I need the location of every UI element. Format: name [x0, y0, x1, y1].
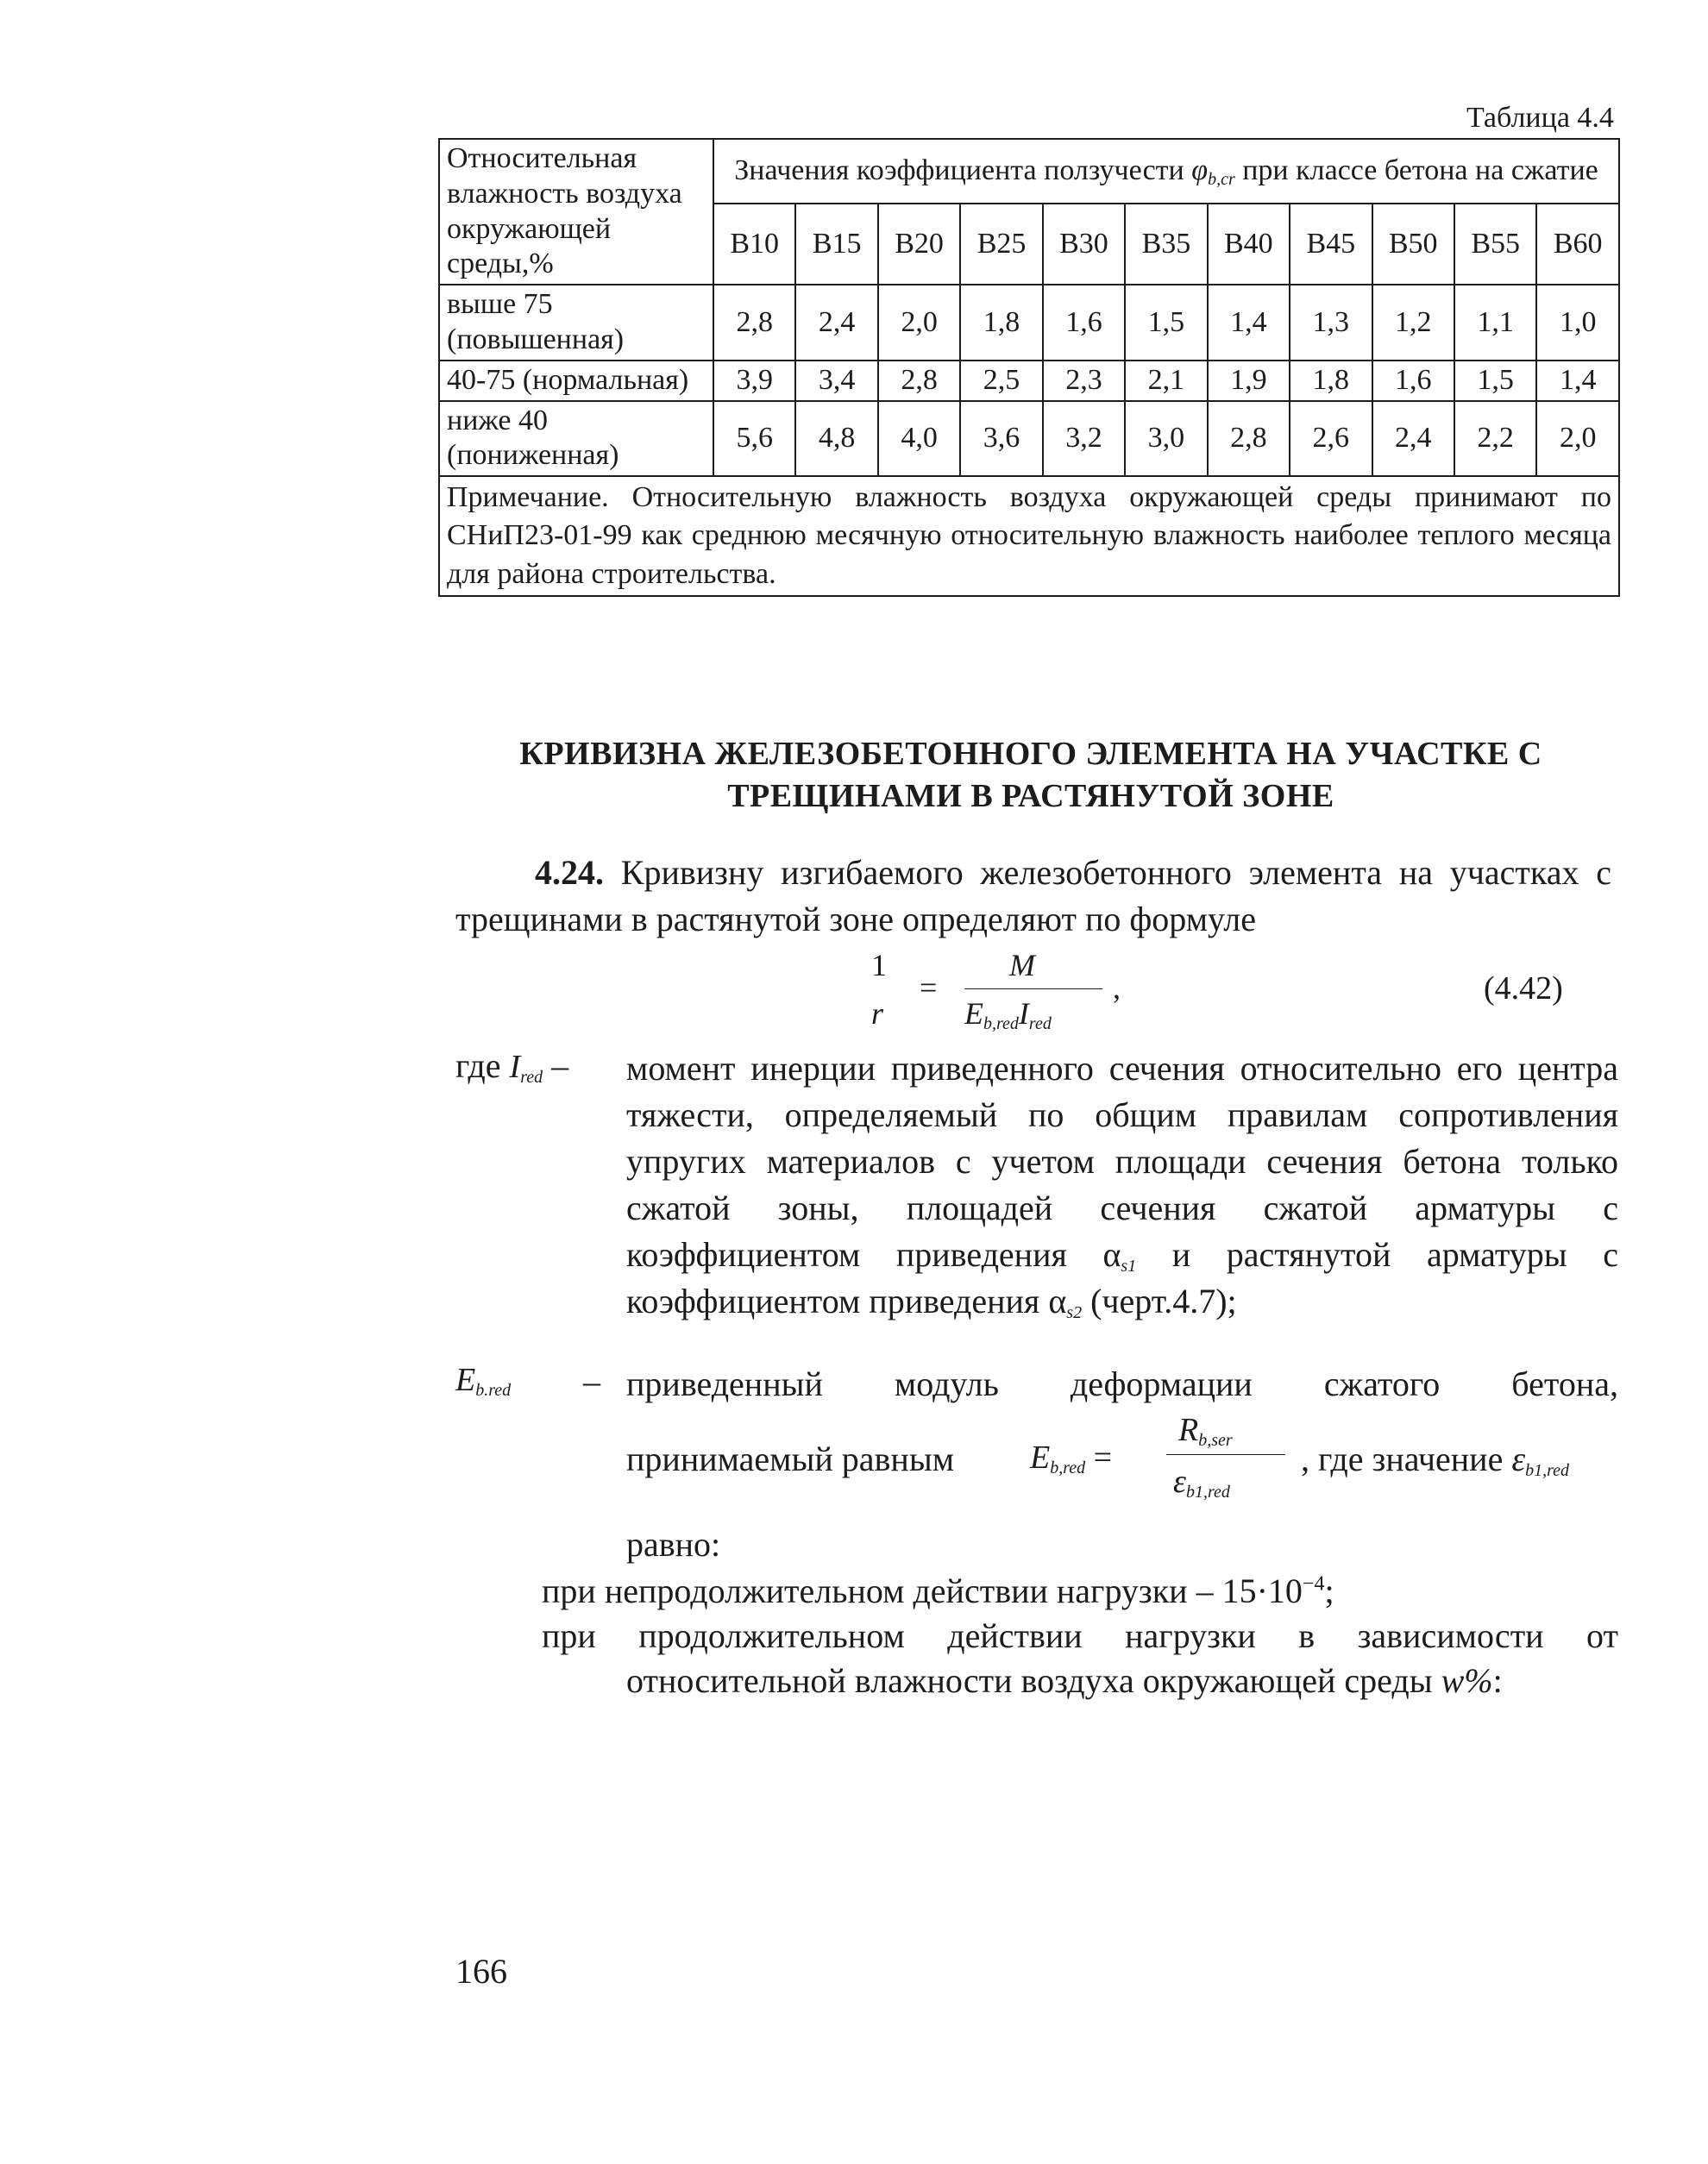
formula-lhs-numerator: 1 — [871, 948, 887, 982]
value-cell: 3,2 — [1043, 401, 1125, 477]
eb-accepted-text: принимаемый равным — [626, 1440, 954, 1478]
value-cell: 4,8 — [795, 401, 877, 477]
class-cell: В35 — [1125, 204, 1207, 285]
humidity-label: выше 75 (повышенная) — [439, 285, 713, 361]
eb-frac-denominator: $\varepsilon_{b1,red}$ — [1173, 1464, 1230, 1502]
equals-word: равно: — [626, 1525, 721, 1564]
class-cell: В55 — [1454, 204, 1536, 285]
eb-where-text: , где значение $\varepsilon_{b1,red}$ — [1301, 1440, 1570, 1480]
value-cell: 3,4 — [795, 361, 877, 401]
curvature-formula — [871, 947, 1147, 1042]
class-cell: В30 — [1043, 204, 1125, 285]
value-cell: 1,4 — [1536, 361, 1619, 401]
value-cell: 2,8 — [713, 285, 795, 361]
table-row — [439, 285, 1619, 361]
class-cell: В25 — [960, 204, 1042, 285]
paragraph-number: 4.24. — [535, 853, 604, 892]
fraction-bar — [964, 988, 1102, 989]
paragraph-text: Кривизну изгибаемого железобетонного элемента на участках с трещинами в растянутой зоне определяют по формуле — [455, 853, 1611, 938]
value-cell: 1,4 — [1208, 285, 1290, 361]
where-label: где $I_{red}$ – — [455, 1046, 569, 1087]
long-term-condition-line1: при продолжительном действии нагрузки в зависимости от — [542, 1616, 1618, 1655]
fraction-bar — [1166, 1454, 1285, 1455]
class-cell: В60 — [1536, 204, 1619, 285]
short-term-condition: при непродолжительном действии нагрузки – $15\cdot 10^{-4}$; — [542, 1571, 1334, 1610]
formula-numerator: M — [1009, 948, 1035, 982]
page-number: 166 — [455, 1952, 507, 1991]
value-cell: 1,8 — [960, 285, 1042, 361]
value-cell: 1,5 — [1125, 285, 1207, 361]
table-row — [439, 361, 1619, 401]
value-cell: 2,5 — [960, 361, 1042, 401]
eb-red-formula-line — [626, 1412, 1618, 1511]
table-row — [439, 401, 1619, 477]
paragraph-4-24 — [455, 850, 1611, 943]
value-cell: 2,0 — [1536, 401, 1619, 477]
ired-definition: момент инерции приведенного сечения относительно его центра тяжести, определяемый по общим правилам сопротивления упругих материалов с учетом площади сечения бетона только сжатой зоны, площадей сечения сжатой арматуры с коэффициентом приведения $\alpha_{s1}$ и растянутой арматуры с коэффициентом приведения $\alpha_{s2}$ (черт.4.7); — [626, 1049, 1618, 1322]
class-cell: В10 — [713, 204, 795, 285]
eb-eq-lhs: $E_{b,red}$ = — [1030, 1440, 1113, 1477]
class-cell: В40 — [1208, 204, 1290, 285]
table-class-header: Значения коэффициента ползучести $\varphi_{b,cr}$ при классе бетона на сжатие — [713, 139, 1619, 204]
value-cell: 2,8 — [1208, 401, 1290, 477]
value-cell: 2,0 — [878, 285, 960, 361]
value-cell: 1,2 — [1372, 285, 1454, 361]
class-cell: В15 — [795, 204, 877, 285]
table-caption: Таблица 4.4 — [1466, 102, 1614, 134]
eb-red-dash: – — [583, 1362, 600, 1401]
value-cell: 1,8 — [1290, 361, 1372, 401]
formula-comma: , — [1113, 970, 1121, 1005]
humidity-label: 40-75 (нормальная) — [439, 361, 713, 401]
value-cell: 1,5 — [1454, 361, 1536, 401]
creep-coefficient-table — [438, 138, 1620, 597]
phi-symbol: φ — [1191, 154, 1209, 186]
formula-number: (4.42) — [1484, 970, 1563, 1007]
class-cell: В50 — [1372, 204, 1454, 285]
humidity-label: ниже 40 (пониженная) — [439, 401, 713, 477]
value-cell: 4,0 — [878, 401, 960, 477]
eb-frac-numerator: $R_{b,ser}$ — [1178, 1412, 1233, 1450]
section-title: КРИВИЗНА ЖЕЛЕЗОБЕТОННОГО ЭЛЕМЕНТА НА УЧАСТКЕ С ТРЕЩИНАМИ В РАСТЯНУТОЙ ЗОНЕ — [519, 736, 1542, 815]
eb-red-label: $E_{b.red}$ — [455, 1362, 512, 1400]
value-cell: 2,8 — [878, 361, 960, 401]
class-cell: В20 — [878, 204, 960, 285]
eb-red-definition: приведенный модуль деформации сжатого бетона, — [626, 1364, 1618, 1403]
value-cell: 1,0 — [1536, 285, 1619, 361]
class-cell: В45 — [1290, 204, 1372, 285]
value-cell: 2,3 — [1043, 361, 1125, 401]
value-cell: 1,6 — [1372, 361, 1454, 401]
value-cell: 3,9 — [713, 361, 795, 401]
value-cell: 1,3 — [1290, 285, 1372, 361]
value-cell: 3,6 — [960, 401, 1042, 477]
value-cell: 5,6 — [713, 401, 795, 477]
table-row-header: Относительная влажность воздуха окружающей среды,% — [439, 139, 713, 285]
formula-equals: = — [920, 970, 938, 1005]
value-cell: 2,4 — [1372, 401, 1454, 477]
formula-denominator: $E_{b,red}I_{red}$ — [964, 996, 1052, 1033]
formula-lhs-denominator: r — [871, 996, 884, 1031]
table-note: Примечание. Относительную влажность воздуха окружающей среды принимают по СНиП23-01-99 как среднюю месячную относительную влажность наиболее теплого месяца для района строительства. — [439, 476, 1619, 596]
value-cell: 2,1 — [1125, 361, 1207, 401]
value-cell: 3,0 — [1125, 401, 1207, 477]
value-cell: 2,2 — [1454, 401, 1536, 477]
value-cell: 1,1 — [1454, 285, 1536, 361]
long-term-condition-line2: относительной влажности воздуха окружающей среды w%: — [626, 1661, 1503, 1700]
value-cell: 1,6 — [1043, 285, 1125, 361]
value-cell: 1,9 — [1208, 361, 1290, 401]
value-cell: 2,6 — [1290, 401, 1372, 477]
value-cell: 2,4 — [795, 285, 877, 361]
